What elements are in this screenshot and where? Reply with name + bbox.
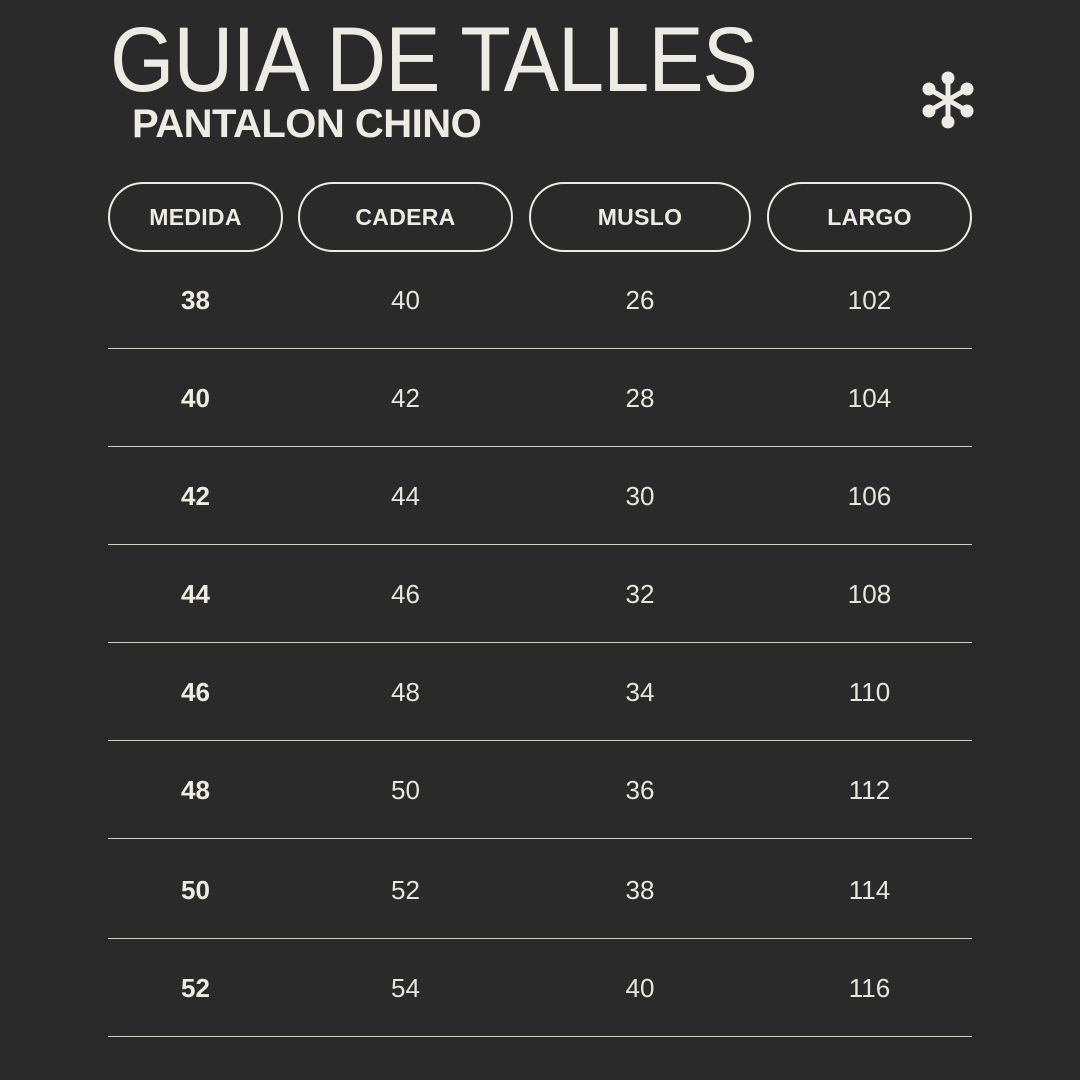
cell-largo: 114 bbox=[848, 874, 891, 905]
page-title: GUIA DE TALLES bbox=[110, 9, 758, 111]
cell-medida: 46 bbox=[181, 676, 210, 707]
cell-muslo: 32 bbox=[625, 578, 655, 609]
cell-cadera: 52 bbox=[391, 874, 420, 905]
cell-muslo: 38 bbox=[625, 874, 655, 905]
cell-medida: 40 bbox=[181, 382, 210, 413]
page-subtitle: PANTALON CHINO bbox=[132, 102, 482, 146]
cell-medida: 52 bbox=[181, 972, 210, 1003]
cell-largo: 104 bbox=[847, 382, 892, 413]
cell-medida: 48 bbox=[181, 774, 210, 805]
cell-medida: 50 bbox=[181, 874, 210, 905]
header-muslo: MUSLO bbox=[529, 182, 751, 252]
table-row bbox=[108, 644, 972, 741]
cell-cadera: 48 bbox=[391, 676, 420, 707]
cell-muslo: 28 bbox=[625, 382, 655, 413]
cell-cadera: 54 bbox=[391, 972, 420, 1003]
cell-muslo: 36 bbox=[625, 774, 655, 805]
table-row bbox=[108, 742, 972, 839]
table-row bbox=[108, 546, 972, 643]
cell-cadera: 40 bbox=[391, 284, 420, 315]
cell-cadera: 44 bbox=[391, 480, 420, 511]
table-row bbox=[108, 350, 972, 447]
table-row bbox=[108, 940, 972, 1037]
cell-muslo: 34 bbox=[625, 676, 655, 707]
cell-medida: 42 bbox=[181, 480, 210, 511]
cell-largo: 110 bbox=[848, 676, 891, 707]
cell-largo: 108 bbox=[847, 578, 892, 609]
cell-muslo: 30 bbox=[625, 480, 655, 511]
cell-largo: 106 bbox=[847, 480, 892, 511]
cell-muslo: 26 bbox=[625, 284, 655, 315]
header-medida: MEDIDA bbox=[108, 182, 283, 252]
asterisk-icon bbox=[918, 70, 978, 130]
cell-muslo: 40 bbox=[625, 972, 655, 1003]
cell-largo: 102 bbox=[847, 284, 892, 315]
cell-largo: 112 bbox=[848, 774, 891, 805]
table-row bbox=[108, 448, 972, 545]
table-row bbox=[108, 842, 972, 939]
header-largo: LARGO bbox=[767, 182, 972, 252]
cell-medida: 38 bbox=[181, 284, 210, 315]
cell-cadera: 42 bbox=[391, 382, 420, 413]
cell-medida: 44 bbox=[181, 578, 210, 609]
cell-cadera: 50 bbox=[391, 774, 420, 805]
header-cadera: CADERA bbox=[298, 182, 513, 252]
cell-cadera: 46 bbox=[391, 578, 420, 609]
cell-largo: 116 bbox=[848, 972, 891, 1003]
table-row bbox=[108, 252, 972, 349]
